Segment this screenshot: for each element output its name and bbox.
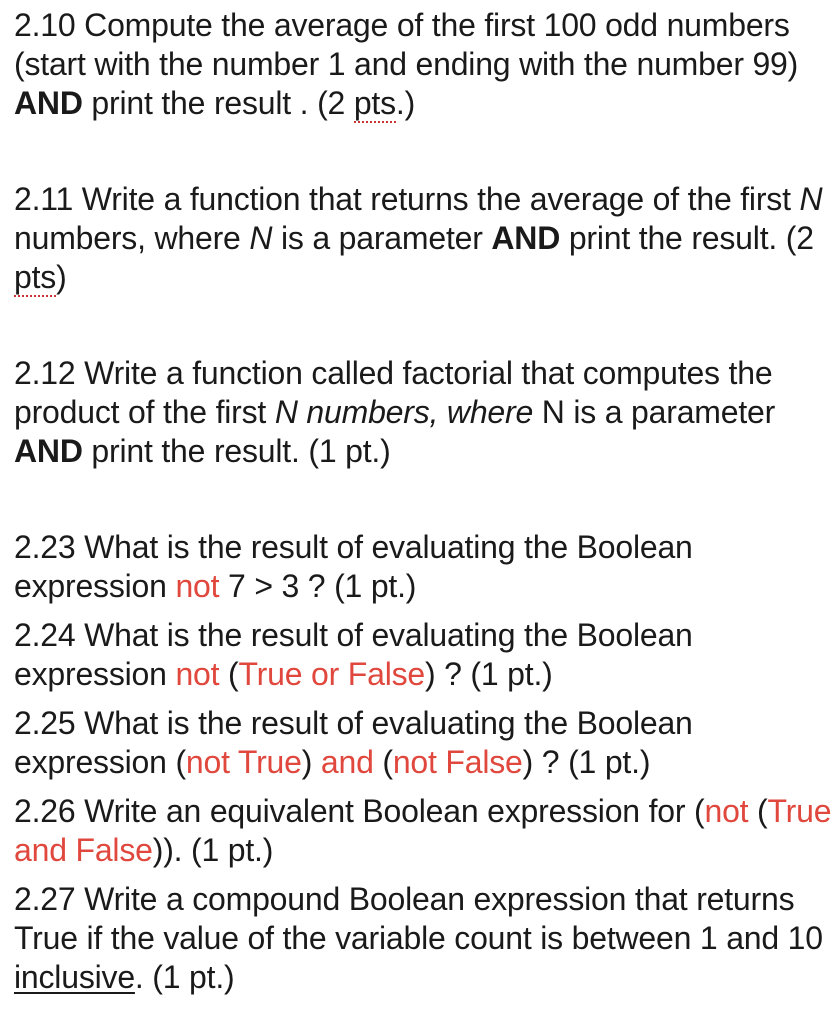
red-keyword: and <box>320 744 374 780</box>
question-2-23 <box>14 528 839 606</box>
question-text: 7 > 3 ? (1 pt.) <box>219 568 417 604</box>
question-text: ) <box>56 259 67 295</box>
italic-n: N <box>249 220 273 256</box>
question-text: 2.27 Write a compound Boolean expression that returns True if the value of the variable count is between 1 and 10 <box>14 881 823 956</box>
italic-n: N <box>799 181 823 217</box>
italic-text: N numbers, where <box>274 394 534 430</box>
red-keyword: not <box>175 568 220 604</box>
question-text: N is a parameter <box>533 394 776 430</box>
red-keyword: not <box>175 656 220 692</box>
question-text: numbers, where <box>14 220 250 256</box>
question-text: 2.11 Write a function that returns the average of the first <box>14 181 800 217</box>
bold-and: AND <box>14 433 83 469</box>
question-2-10 <box>14 6 839 123</box>
spellcheck-word: pts <box>353 85 396 121</box>
bold-and: AND <box>14 85 83 121</box>
question-text: ( <box>373 744 393 780</box>
underlined-word: inclusive <box>14 959 135 995</box>
question-text: 2.25 What is the result of evaluating the Boolean expression ( <box>14 705 693 780</box>
question-text: ) <box>301 744 321 780</box>
red-keyword: not False <box>392 744 523 780</box>
red-keyword: not <box>704 793 749 829</box>
question-text: print the result. (1 pt.) <box>82 433 391 469</box>
question-text: 2.26 Write an equivalent Boolean expression for ( <box>14 793 705 829</box>
question-text: 2.10 Compute the average of the first 100 odd numbers (start with the number 1 and ending with the number 99) <box>14 7 799 82</box>
question-text: 2.24 What is the result of evaluating the Boolean expression <box>14 617 693 692</box>
question-text: . (1 pt.) <box>134 959 235 995</box>
red-keyword: True or False <box>238 656 425 692</box>
question-text: is a parameter <box>272 220 492 256</box>
question-2-27 <box>14 880 839 997</box>
red-keyword: not True <box>185 744 302 780</box>
question-text: print the result . (2 <box>82 85 354 121</box>
bold-and: AND <box>491 220 561 256</box>
question-text: print the result. (2 <box>560 220 814 256</box>
red-keyword: True and False <box>14 793 832 868</box>
question-text: ) ? (1 pt.) <box>425 656 553 692</box>
question-2-12 <box>14 354 839 471</box>
question-text: ) ? (1 pt.) <box>522 744 651 780</box>
question-2-26 <box>14 792 839 870</box>
question-text: ( <box>748 793 768 829</box>
spellcheck-word: pts <box>14 259 57 295</box>
question-text: 2.12 Write a function called factorial that computes the product of the first <box>14 355 773 430</box>
question-text: ( <box>219 656 239 692</box>
question-2-25 <box>14 704 839 782</box>
question-text: )). (1 pt.) <box>152 832 274 868</box>
question-text: 2.23 What is the result of evaluating the Boolean expression <box>14 529 693 604</box>
question-2-24 <box>14 616 839 694</box>
question-text: .) <box>395 85 416 121</box>
question-2-11 <box>14 180 839 297</box>
